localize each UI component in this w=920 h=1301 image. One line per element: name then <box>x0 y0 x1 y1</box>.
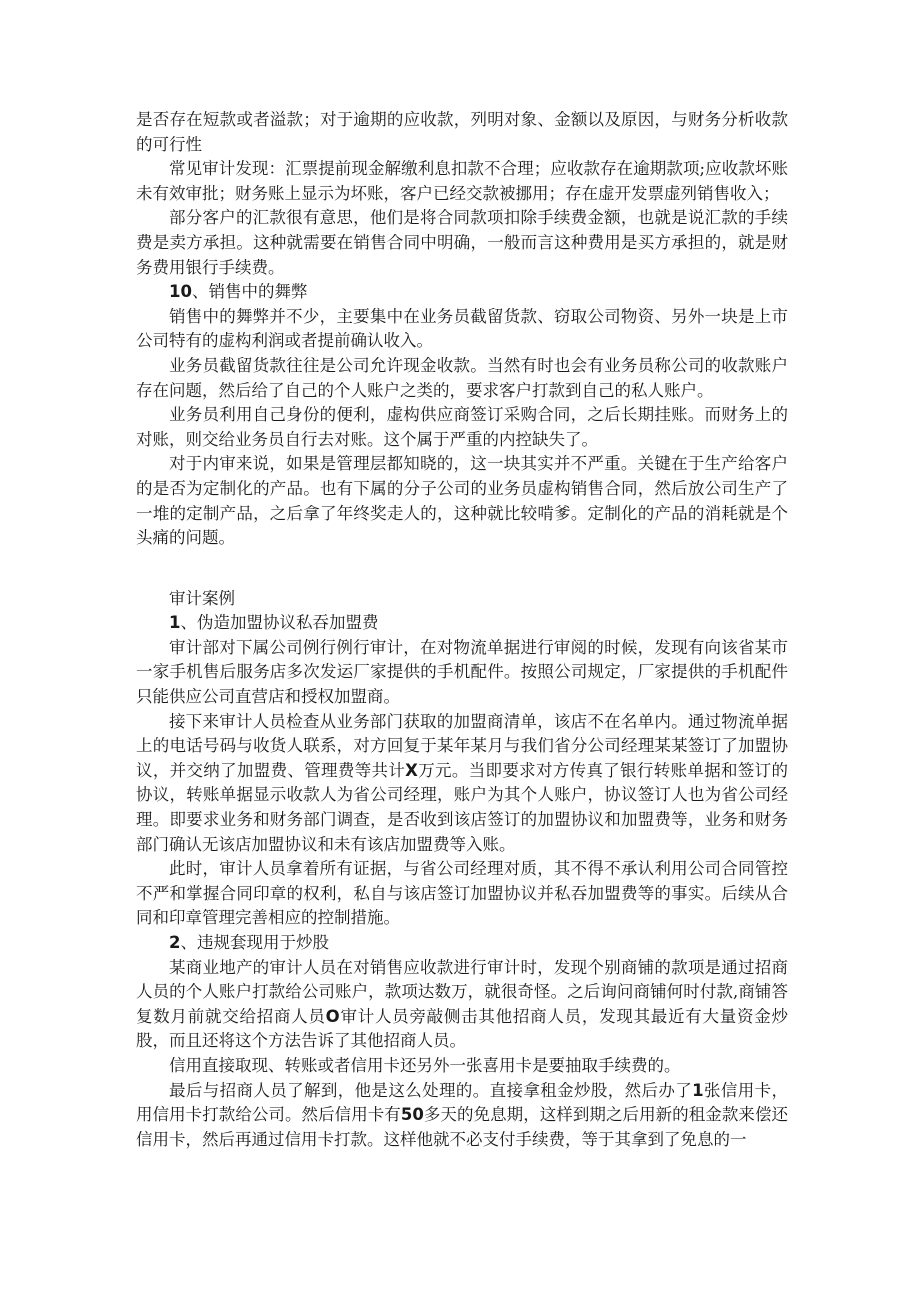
section-heading <box>136 280 788 305</box>
document-body <box>136 108 788 1152</box>
paragraph: 销售中的舞弊并不少，主要集中在业务员截留货款、窃取公司物资、另外一块是上市公司特有的虚构利润或者提前确认收入。 <box>136 306 788 351</box>
cases-heading: 审计案例 <box>169 588 235 608</box>
case-number: 1 <box>169 613 181 633</box>
paragraph: 常见审计发现：汇票提前现金解缴利息扣款不合理；应收款存在逾期款项;应收款坏账未有效审批；财务账上显示为坏账，客户已经交款被挪用；存在虚开发票虚列销售收入； <box>136 159 788 203</box>
paragraph: 对于内审来说，如果是管理层都知晓的，这一块其实并不严重。关键在于生产给客户的是否为定制化的产品。也有下属的分子公司的业务员虚构销售合同，然后放公司生产了一堆的定制产品，之后拿了年终奖走人的，这种就比较啃爹。定制化的产品的消耗就是个头痛的问题。 <box>136 454 788 548</box>
paragraph: 业务员截留货款往往是公司允许现金收款。当然有时也会有业务员称公司的收款账户存在问题，然后给了自己的个人账户之类的，要求客户打款到自己的私人账户。 <box>136 355 788 400</box>
section-title: 、销售中的舞弊 <box>191 282 308 302</box>
paragraph: 是否存在短款或者溢款；对于逾期的应收款，列明对象、金额以及原因，与财务分析收款的可行性 <box>136 110 788 154</box>
section-number: 10 <box>169 282 192 302</box>
case-heading <box>136 611 788 636</box>
case-title: 、违规套现用于炒股 <box>180 933 329 952</box>
paragraph: 最后与招商人员了解到，他是这么处理的。直接拿租金炒股，然后办了1张信用卡，用信用卡打款给公司。然后信用卡有50多天的免息期，这样到期之后用新的租金款来偿还信用卡，然后再通过信用卡打款。这样他就不必支付手续费，等于其拿到了免息的一 <box>136 1080 789 1149</box>
paragraph: 此时，审计人员拿着所有证据，与省公司经理对质，其不得不承认利用公司合同管控不严和掌握合同印章的权利，私自与该店签订加盟协议并私吞加盟费等的事实。后续从合同和印章管理完善相应的控制措施。 <box>136 859 788 928</box>
paragraph: 部分客户的汇款很有意思，他们是将合同款项扣除手续费金额，也就是说汇款的手续费是卖方承担。这种就需要在销售合同中明确，一般而言这种费用是买方承担的，就是财务费用银行手续费。 <box>136 208 788 277</box>
case-heading <box>136 931 788 956</box>
paragraph: 接下来审计人员检查从业务部门获取的加盟商清单，该店不在名单内。通过物流单据上的电话号码与收货人联系，对方回复于某年某月与我们省分公司经理某某签订了加盟协议，并交纳了加盟费、管理费等共计X万元。当即要求对方传真了银行转账单据和签订的协议，转账单据显示收款人为省公司经理，账户为其个人账户，协议签订人也为省公司经理。即要求业务和财务部门调查，是否收到该店签订的加盟协议和加盟费等，业务和财务部门确认无该店加盟协议和未有该店加盟费等入账。 <box>136 711 789 854</box>
case-title: 、伪造加盟协议私吞加盟费 <box>180 613 379 633</box>
paragraph: 业务员利用自己身份的便利，虚构供应商签订采购合同，之后长期挂账。而财务上的对账，则交给业务员自行去对账。这个属于严重的内控缺失了。 <box>136 405 788 449</box>
spacer <box>136 551 788 587</box>
paragraph: 某商业地产的审计人员在对销售应收款进行审计时，发现个别商铺的款项是通过招商人员的个人账户打款给公司账户，款项达数万，就很奇怪。之后询问商铺何时付款,商铺答复数月前就交给招商人员O审计人员旁敲侧击其他招商人员，发现其最近有大量资金炒股，而且还将这个方法告诉了其他招商人员。 <box>136 957 789 1051</box>
paragraph: 审计部对下属公司例行例行审计，在对物流单据进行审阅的时候，发现有向该省某市一家手机售后服务店多次发运厂家提供的手机配件。按照公司规定，厂家提供的手机配件只能供应公司直营店和授权加盟商。 <box>136 637 788 707</box>
paragraph: 信用直接取现、转账或者信用卡还另外一张喜用卡是要抽取手续费的。 <box>169 1055 681 1075</box>
case-number: 2 <box>169 933 181 952</box>
